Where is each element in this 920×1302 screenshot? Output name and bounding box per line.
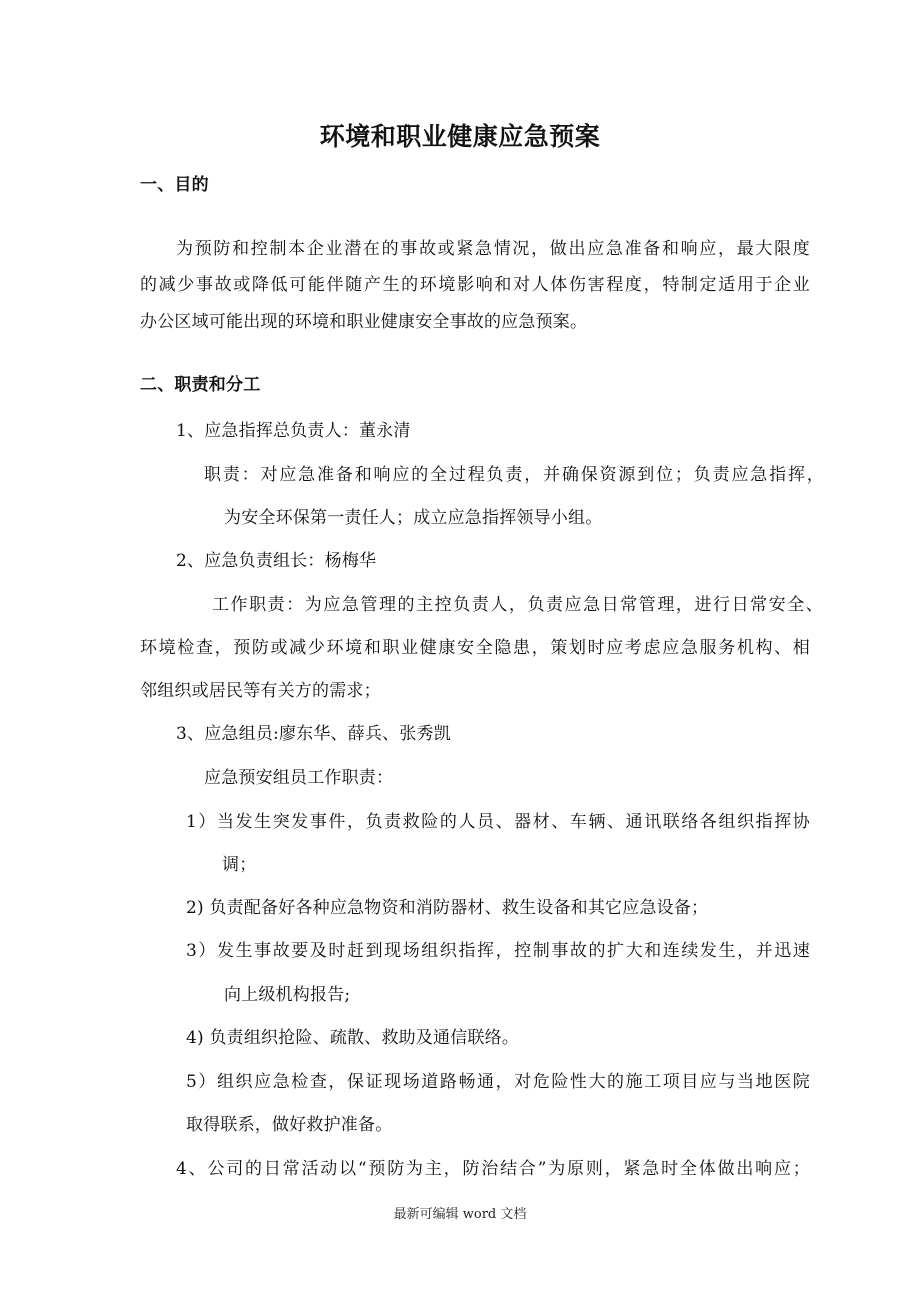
item-3-duty-5-line-1: 5）组织应急检查，保证现场道路畅通，对危险性大的施工项目应与当地医院 — [186, 1072, 810, 1092]
item-2-duty-line-1: 工作职责：为应急管理的主控负责人，负责应急日常管理，进行日常安全、 — [212, 595, 823, 615]
section-heading-duties: 二、职责和分工 — [140, 375, 261, 395]
item-2-duty-line-3: 邻组织或居民等有关方的需求； — [140, 681, 381, 701]
item-3-duty-4: 4) 负责组织抢险、疏散、救助及通信联络。 — [186, 1028, 520, 1048]
item-4-title: 4、公司的日常活动以“预防为主，防治结合”为原则，紧急时全体做出响应； — [176, 1159, 810, 1179]
item-1-duty-line-2: 为安全环保第一责任人；成立应急指挥领导小组。 — [224, 508, 603, 528]
item-3-duty-1-line-1: 1）当发生突发事件，负责救险的人员、器材、车辆、通讯联络各组织指挥协 — [186, 812, 810, 832]
purpose-paragraph-line-2: 的减少事故或降低可能伴随产生的环境影响和对人体伤害程度，特制定适用于企业 — [140, 275, 810, 295]
purpose-paragraph-line-1: 为预防和控制本企业潜在的事故或紧急情况，做出应急准备和响应，最大限度 — [176, 239, 810, 259]
item-3-title: 3、应急组员:廖东华、薛兵、张秀凯 — [176, 724, 451, 744]
item-1-title: 1、应急指挥总负责人：董永清 — [176, 421, 411, 441]
item-3-duty-5-line-2: 取得联系，做好救护准备。 — [186, 1115, 393, 1135]
item-3-duty-3-line-1: 3）发生事故要及时赶到现场组织指挥，控制事故的扩大和连续发生，并迅速 — [186, 941, 810, 961]
item-3-duty-1-line-2: 调； — [222, 855, 257, 875]
item-3-duty-3-line-2: 向上级机构报告; — [224, 985, 351, 1005]
item-3-subtitle: 应急预安组员工作职责： — [204, 768, 394, 788]
item-2-duty-line-2: 环境检查，预防或减少环境和职业健康安全隐患，策划时应考虑应急服务机构、相 — [140, 638, 810, 658]
document-title: 环境和职业健康应急预案 — [319, 122, 601, 151]
section-heading-purpose: 一、目的 — [140, 175, 209, 195]
item-3-duty-2: 2) 负责配备好各种应急物资和消防器材、救生设备和其它应急设备； — [186, 898, 709, 918]
item-2-title: 2、应急负责组长：杨梅华 — [176, 551, 377, 571]
item-1-duty-line-1: 职责：对应急准备和响应的全过程负责，并确保资源到位；负责应急指挥， — [204, 465, 824, 485]
purpose-paragraph-line-3: 办公区域可能出现的环境和职业健康安全事故的应急预案。 — [140, 312, 588, 332]
page-footer: 最新可编辑 word 文档 — [393, 1207, 527, 1222]
